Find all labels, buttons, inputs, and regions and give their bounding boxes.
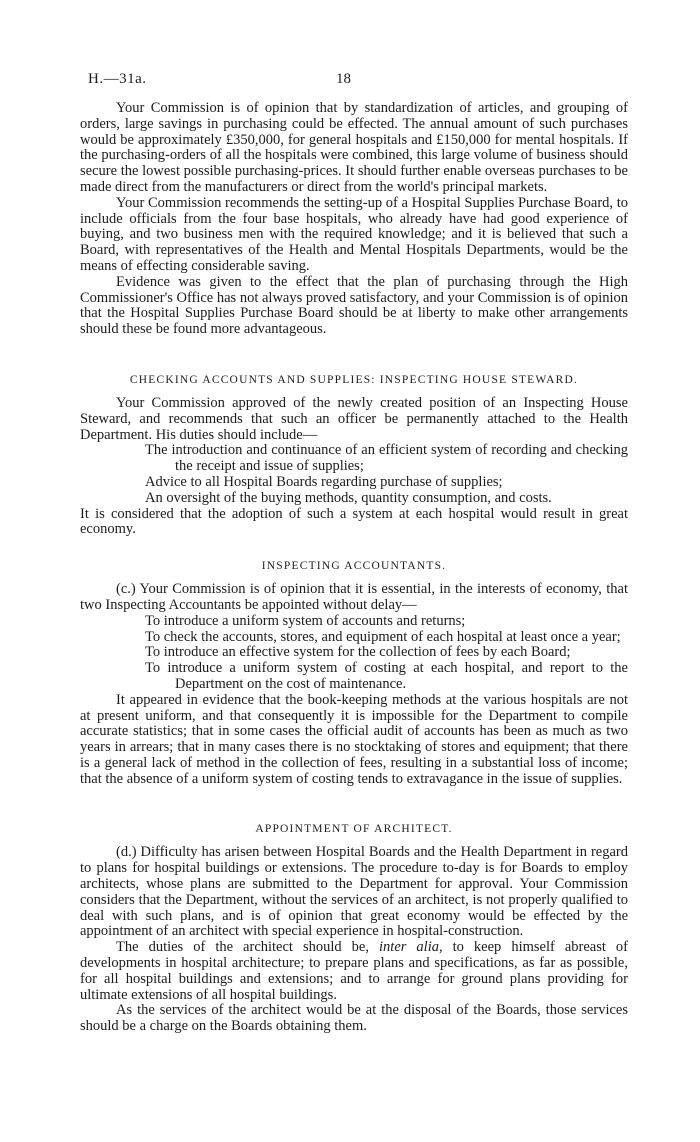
accountants-task-2: To check the accounts, stores, and equipment of each hospital at least once a year; — [145, 628, 621, 645]
architect-paragraph-2-start: The duties of the architect should be, — [116, 939, 380, 956]
steward-intro: Your Commission approved of the newly created position of an Inspecting House Steward, and recommends that such an officer be permanently attached to the Health Department. His duties should include— — [80, 394, 628, 443]
section-heading-steward: CHECKING ACCOUNTS AND SUPPLIES: INSPECTING HOUSE STEWARD. — [129, 373, 579, 386]
steward-closing: It is considered that the adoption of such a system at each hospital would result in great economy. — [80, 505, 628, 538]
accountants-closing: It appeared in evidence that the book-keeping methods at the various hospitals are not at present uniform, and that consequently it is impossible for the Department to compile accurate statistics; that in some cases the official audit of accounts has been as much as two years in arrears; that in many cases there is no stocktaking of stores and equipment; that there is a general lack of method in the collection of fees, resulting in a substantial loss of income; that the absence of a uniform system of costing tends to extravagance in the issue of supplies. — [80, 691, 628, 787]
architect-paragraph-2-latin: inter alia — [379, 939, 439, 956]
accountants-task-4: To introduce a uniform system of costing at each hospital, and report to the Department on the cost of maintenance. — [145, 660, 628, 692]
architect-paragraph-2 — [80, 940, 628, 1003]
intro-paragraph-2: Your Commission recommends the setting-up of a Hospital Supplies Purchase Board, to include officials from the four base hospitals, who already have had good experience of buying, and two business men with the required knowledge; and it is believed that such a Board, with representatives of the Health and Mental Hospitals Departments, would be the means of effecting considerable saving. — [80, 194, 628, 274]
accountants-task-1: To introduce a uniform system of accounts and returns; — [145, 612, 466, 629]
steward-duty-1: The introduction and continuance of an efficient system of recording and checking the receipt and issue of supplies; — [145, 442, 628, 475]
architect-paragraph-2-end: , to keep himself abreast of developments in hospital architecture; to prepare plans and specifications, as far as possible, for all hospital buildings and extensions; and to arrange for ground plans providing for ultimate extensions of all hospital buildings. — [80, 939, 628, 1003]
accountants-intro: (c.) Your Commission is of opinion that it is essential, in the interests of economy, that two Inspecting Accountants be appointed without delay— — [80, 581, 628, 613]
accountants-task-3: To introduce an effective system for the collection of fees by each Board; — [145, 644, 571, 661]
section-heading-architect: APPOINTMENT OF ARCHITECT. — [255, 823, 453, 836]
page-header — [88, 71, 628, 95]
intro-paragraph-3: Evidence was given to the effect that the plan of purchasing through the High Commissioner's Office has not always proved satisfactory, and your Commission is of opinion that the Hospital Supplies Purchase Board should be at liberty to make other arrangements should these be found more advantageous. — [80, 273, 628, 338]
steward-duty-2: Advice to all Hospital Boards regarding purchase of supplies; — [145, 473, 503, 490]
steward-duty-3: An oversight of the buying methods, quantity consumption, and costs. — [145, 489, 552, 506]
section-heading-accountants: INSPECTING ACCOUNTANTS. — [261, 560, 447, 573]
architect-paragraph-1: (d.) Difficulty has arisen between Hospital Boards and the Health Department in regard to plans for hospital buildings or extensions. The procedure to-day is for Boards to employ architects, whose plans are submitted to the Department for approval. Your Commission considers that the Department, without the services of an architect, is not properly qualified to deal with such plans, and is of opinion that great economy would be effected by the appointment of an architect with special experience in hospital-construction. — [80, 844, 628, 940]
intro-paragraph-1: Your Commission is of opinion that by standardization of articles, and grouping of orders, large savings in purchasing could be effected. The annual amount of such purchases would be approximately £350,000, for general hospitals and £150,000 for mental hospitals. If the purchasing-orders of all the hospitals were combined, this large volume of business should secure the lowest possible purchasing-prices. It should further enable overseas purchases to be made direct from the manufacturers or direct from the world's principal markets. — [80, 100, 628, 195]
document-reference: H.—31a. — [88, 71, 147, 87]
page-number: 18 — [336, 71, 351, 87]
architect-paragraph-3: As the services of the architect would be at the disposal of the Boards, those services should be a charge on the Boards obtaining them. — [80, 1002, 628, 1035]
document-body — [80, 101, 628, 1035]
